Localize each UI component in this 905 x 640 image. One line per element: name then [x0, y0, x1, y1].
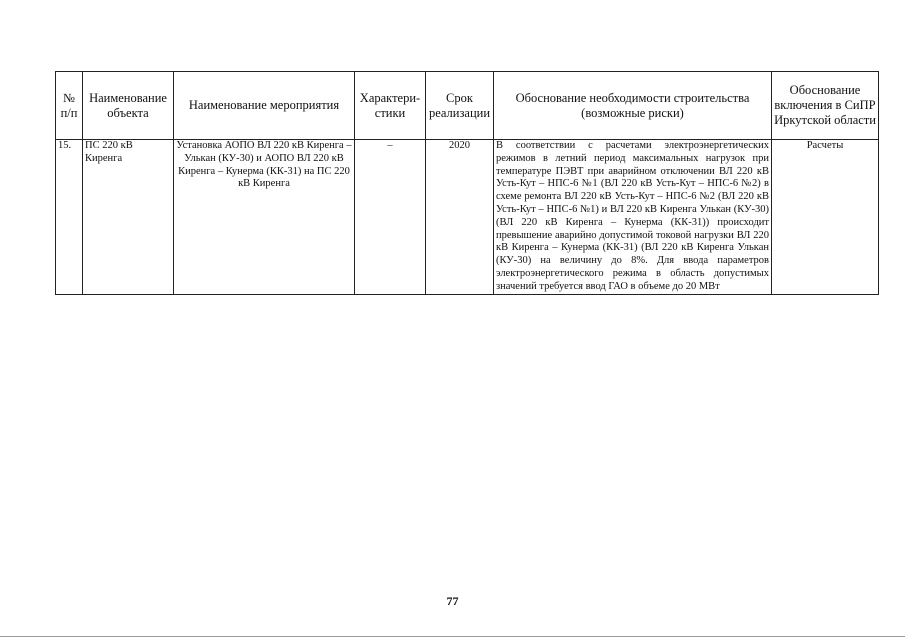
cell-num: 15.: [56, 140, 83, 295]
header-basis: Обоснование включения в СиПР Иркутской области: [772, 72, 879, 140]
measures-table: [55, 71, 879, 295]
table-header-row: [56, 72, 879, 140]
cell-justification: В соответствии с расчетами электроэнергетических режимов в летний период максимальных нагрузок при температуре ПЭВТ при аварийном отключении ВЛ 220 кВ Усть-Кут – НПС-6 №1 (ВЛ 220 кВ Усть-Кут – НПС-6 №2) в схеме ремонта ВЛ 220 кВ Усть-Кут – НПС-6 №2 (ВЛ 220 кВ Усть-Кут – НПС-6 №1) и ВЛ 220 кВ Киренга Улькан (КУ-30) (ВЛ 220 кВ Киренга – Кунерма (КК-31)) происходит превышение аварийно допустимой токовой нагрузки ВЛ 220 кВ Киренга – Кунерма (КК-31) (ВЛ 220 кВ Киренга Улькан (КУ-30) на величину до 8%. Для ввода параметров электроэнергетического режима в область допустимых значений требуется ввод ГАО в объеме до 20 МВт: [494, 140, 772, 295]
header-justification: Обоснование необходимости строительства (возможные риски): [494, 72, 772, 140]
cell-term: 2020: [426, 140, 494, 295]
cell-activity: Установка АОПО ВЛ 220 кВ Киренга – Улькан (КУ-30) и АОПО ВЛ 220 кВ Киренга – Кунерма (КК-31) на ПС 220 кВ Киренга: [174, 140, 355, 295]
cell-object: ПС 220 кВ Киренга: [83, 140, 174, 295]
header-term: Срок реализации: [426, 72, 494, 140]
table-row: [56, 140, 879, 295]
header-num: № п/п: [56, 72, 83, 140]
header-characteristics: Характери-стики: [355, 72, 426, 140]
header-object: Наименование объекта: [83, 72, 174, 140]
cell-characteristics: –: [355, 140, 426, 295]
header-activity: Наименование мероприятия: [174, 72, 355, 140]
page-number: 77: [446, 594, 459, 608]
cell-basis: Расчеты: [772, 140, 879, 295]
scan-edge-line: [0, 636, 905, 637]
